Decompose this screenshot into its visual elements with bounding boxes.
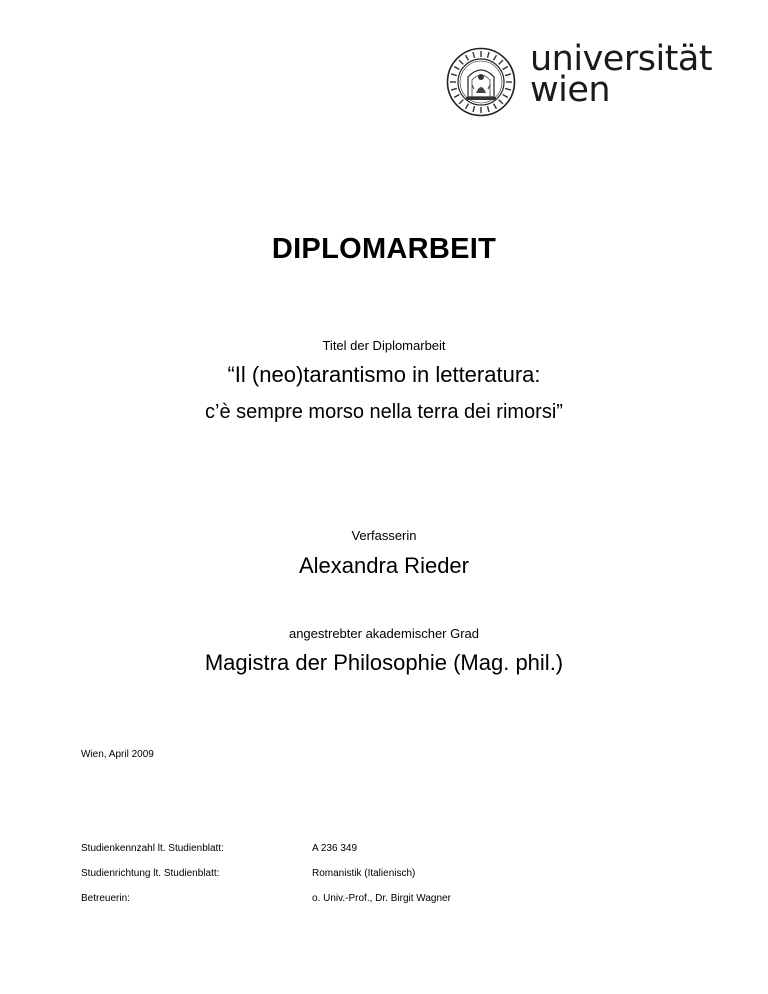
info-label: Studienrichtung lt. Studienblatt: [81, 868, 220, 879]
author-name: Alexandra Rieder [299, 553, 469, 578]
info-label: Studienkennzahl lt. Studienblatt: [81, 843, 224, 854]
info-value: Romanistik (Italienisch) [312, 868, 416, 879]
author-label: Verfasserin [351, 528, 417, 543]
wordmark-line-1: universität [530, 39, 713, 79]
info-value: A 236 349 [312, 843, 358, 854]
info-value: o. Univ.-Prof., Dr. Birgit Wagner [312, 893, 451, 904]
degree-name: Magistra der Philosophie (Mag. phil.) [204, 650, 564, 675]
thesis-title-line-2: c’è sempre morso nella terra dei rimorsi” [205, 401, 563, 423]
degree-label: angestrebter akademischer Grad [288, 626, 480, 641]
info-row-supervisor [81, 893, 681, 907]
university-logo [446, 39, 716, 120]
wordmark-line-2: wien [530, 70, 611, 110]
info-row-study-code [81, 843, 681, 857]
university-wordmark [530, 39, 713, 110]
place-date: Wien, April 2009 [81, 749, 154, 760]
info-row-study-program [81, 868, 681, 882]
university-seal-icon [446, 47, 516, 117]
title-label: Titel der Diplomarbeit [322, 338, 446, 353]
info-label: Betreuerin: [81, 893, 130, 904]
thesis-title-line-1: “Il (neo)tarantismo in letteratura: [227, 362, 541, 387]
document-type-heading: DIPLOMARBEIT [271, 233, 497, 265]
